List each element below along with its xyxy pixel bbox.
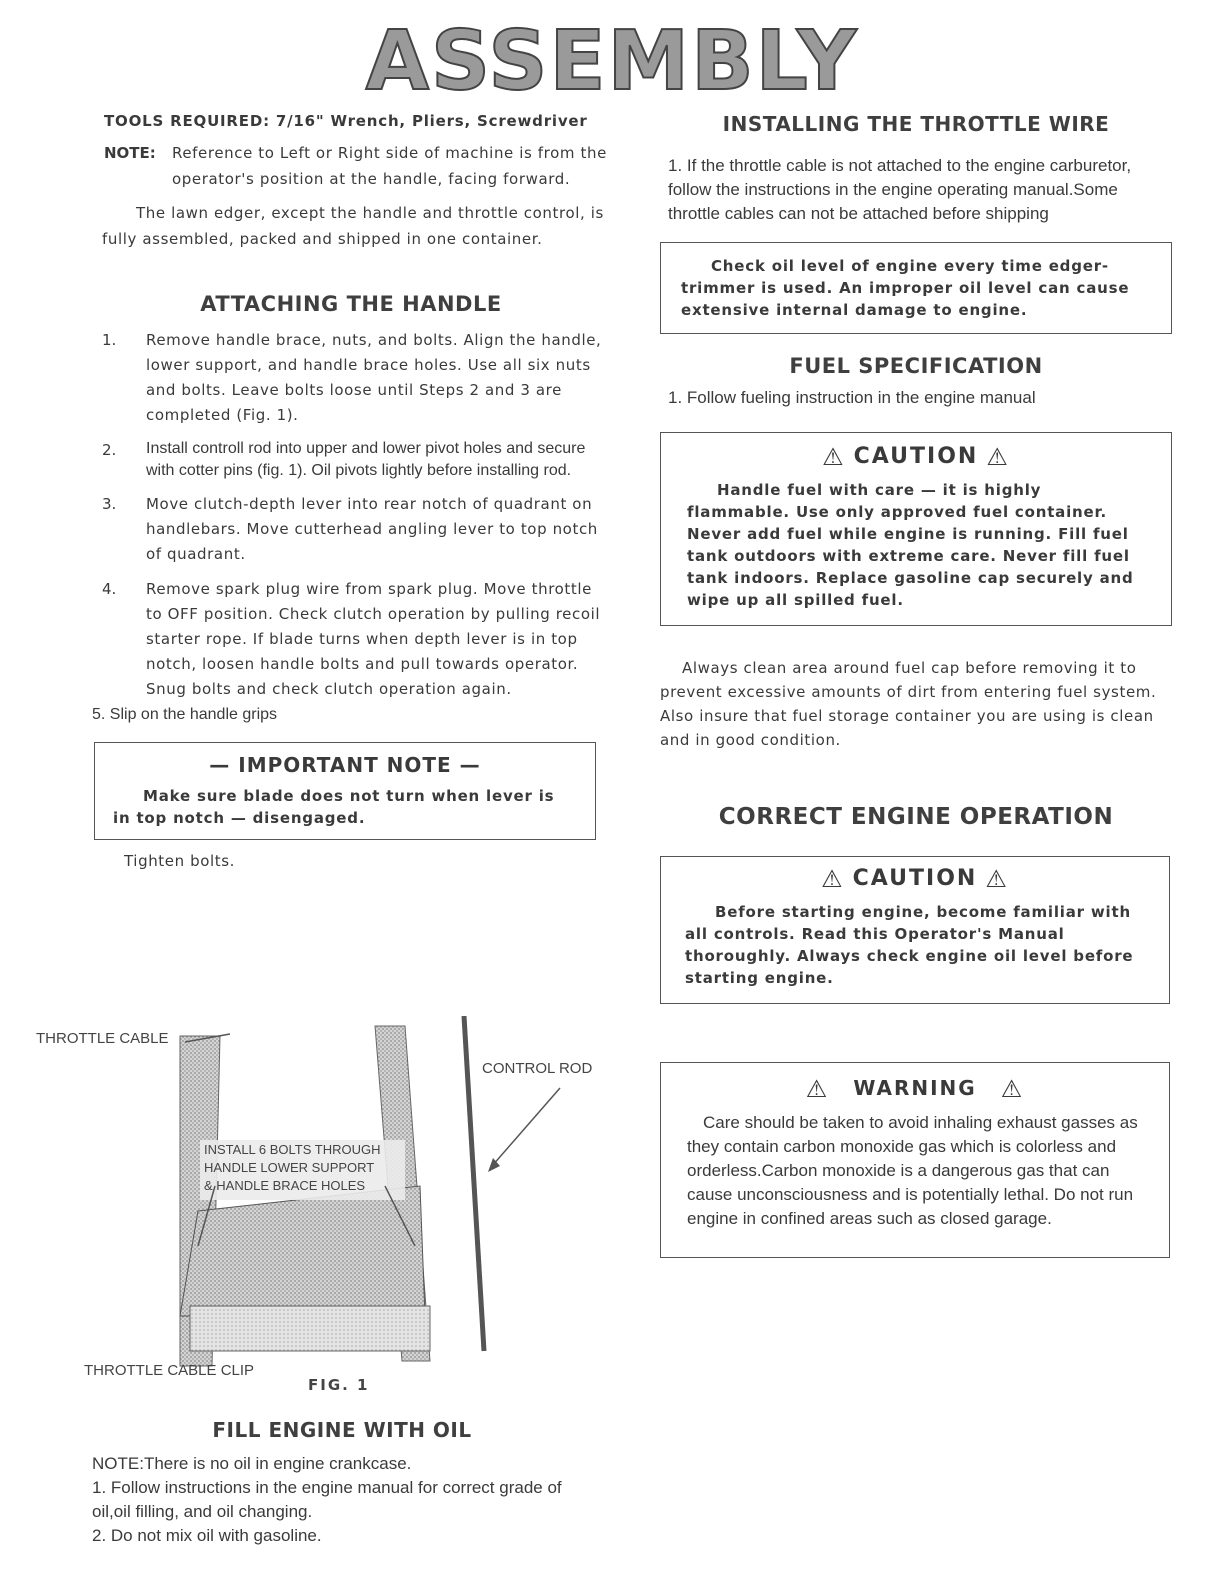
important-note-box	[94, 742, 596, 840]
throttle-wire-heading: INSTALLING THE THROTTLE WIRE	[722, 112, 1110, 136]
figure-caption: FIG. 1	[308, 1376, 370, 1394]
warning-triangle-icon: ⚠	[821, 865, 845, 893]
step-text: Remove handle brace, nuts, and bolts. Align the handle, lower support, and handle brace holes. Use all six nuts and bolts. Leave bolts loose until Steps 2 and 3 are completed (Fig. 1).	[146, 331, 602, 424]
step-5: 5. Slip on the handle grips	[92, 706, 278, 723]
install-bolts-label-2: HANDLE LOWER SUPPORT	[204, 1160, 375, 1175]
install-bolts-label-1: INSTALL 6 BOLTS THROUGH	[204, 1142, 381, 1157]
engine-operation-heading: CORRECT ENGINE OPERATION	[718, 804, 1114, 830]
list-item	[92, 492, 610, 567]
important-note-body: Make sure blade does not turn when lever is in top notch — disengaged.	[113, 787, 555, 827]
step-number: 1.	[102, 331, 117, 349]
fill-oil-section	[92, 1418, 592, 1548]
exhaust-warning-title	[687, 1075, 1143, 1103]
exhaust-warning-box	[660, 1062, 1170, 1258]
engine-caution-box	[660, 856, 1170, 1004]
throttle-wire-text: 1. If the throttle cable is not attached to the engine carburetor, follow the instructions in the engine operating manual.Some throttle cables can not be attached before shipping	[668, 156, 1132, 223]
fill-oil-line: NOTE:There is no oil in engine crankcase.	[92, 1454, 412, 1473]
page-title: ASSEMBLY	[365, 14, 859, 109]
list-item	[92, 328, 610, 428]
right-column	[660, 112, 1172, 1258]
step-number: 2.	[102, 441, 117, 459]
warning-triangle-icon: ⚠	[1000, 1075, 1025, 1103]
fuel-caution-box	[660, 432, 1172, 626]
fill-oil-heading: FILL ENGINE WITH OIL	[212, 1418, 472, 1442]
fuel-caution-body: Handle fuel with care — it is highly flammable. Use only approved fuel container. Never add fuel while engine is running. Fill fuel tank outdoors with extreme care. Never fill fuel tank indoors. Replace gasoline cap securely and wipe up all spilled fuel.	[687, 481, 1134, 609]
step-text: Move clutch-depth lever into rear notch of quadrant on handlebars. Move cutterhead angling lever to top notch of quadrant.	[146, 495, 598, 563]
throttle-cable-clip-label: THROTTLE CABLE CLIP	[84, 1362, 255, 1379]
step-number: 3.	[102, 495, 117, 513]
attaching-handle-heading: ATTACHING THE HANDLE	[200, 292, 502, 316]
fuel-spec-text: 1. Follow fueling instruction in the engine manual	[668, 388, 1036, 407]
caution-label: CAUTION	[852, 866, 978, 891]
throttle-cable-label: THROTTLE CABLE	[36, 1030, 169, 1047]
step-number: 4.	[102, 580, 117, 598]
warning-triangle-icon: ⚠	[985, 865, 1009, 893]
clean-fuel-cap-text: Always clean area around fuel cap before removing it to prevent excessive amounts of dirt from entering fuel system. Also insure that fuel storage container you are using is clean and in good condition.	[660, 659, 1157, 749]
note-label: NOTE:	[104, 144, 156, 162]
left-column	[92, 112, 610, 874]
step-text: Install controll rod into upper and lower pivot holes and secure with cotter pins (fig. 1). Oil pivots lightly before installing rod.	[146, 440, 586, 479]
engine-caution-body: Before starting engine, become familiar with all controls. Read this Operator's Manual thoroughly. Always check engine oil level before starting engine.	[685, 903, 1134, 987]
fill-oil-line: 2. Do not mix oil with gasoline.	[92, 1526, 322, 1545]
warning-triangle-icon: ⚠	[805, 1075, 830, 1103]
exhaust-warning-body: Care should be taken to avoid inhaling exhaust gasses as they contain carbon monoxide gas which is colorless and orderless.Carbon monoxide is a dangerous gas that can cause unconsciousness and is potentially lethal. Do not run engine in confined areas such as closed garage.	[687, 1113, 1138, 1228]
list-item	[92, 438, 610, 482]
warning-label: WARNING	[853, 1076, 977, 1100]
attaching-steps-list	[92, 328, 610, 702]
oil-level-box	[660, 242, 1172, 334]
install-bolts-label-3: & HANDLE BRACE HOLES	[204, 1178, 366, 1193]
control-rod-label: CONTROL ROD	[482, 1060, 593, 1077]
fuel-caution-title	[687, 443, 1145, 471]
tighten-bolts: Tighten bolts.	[124, 852, 236, 870]
fuel-spec-heading: FUEL SPECIFICATION	[789, 354, 1043, 378]
orientation-note	[104, 140, 610, 192]
engine-caution-title	[685, 865, 1145, 893]
important-note-title: — IMPORTANT NOTE —	[209, 753, 481, 777]
list-item	[92, 577, 610, 702]
step-text: Remove spark plug wire from spark plug. Move throttle to OFF position. Check clutch operation by pulling recoil starter rope. If blade turns when depth lever is in top notch, loosen handle bolts and pull towards operator. Snug bolts and check clutch operation again.	[146, 580, 601, 698]
figure-1	[30, 1016, 620, 1396]
tools-required: TOOLS REQUIRED: 7/16" Wrench, Pliers, Screwdriver	[104, 112, 588, 130]
caution-label: CAUTION	[853, 444, 979, 469]
warning-triangle-icon: ⚠	[986, 443, 1010, 471]
oil-level-text: Check oil level of engine every time edger-trimmer is used. An improper oil level can cause extensive internal damage to engine.	[681, 257, 1130, 319]
note-text: Reference to Left or Right side of machine is from the operator's position at the handle, facing forward.	[172, 144, 607, 188]
fill-oil-line: 1. Follow instructions in the engine manual for correct grade of oil,oil filling, and oil changing.	[92, 1478, 562, 1521]
warning-triangle-icon: ⚠	[822, 443, 846, 471]
intro-paragraph: The lawn edger, except the handle and throttle control, is fully assembled, packed and shipped in one container.	[102, 204, 604, 248]
